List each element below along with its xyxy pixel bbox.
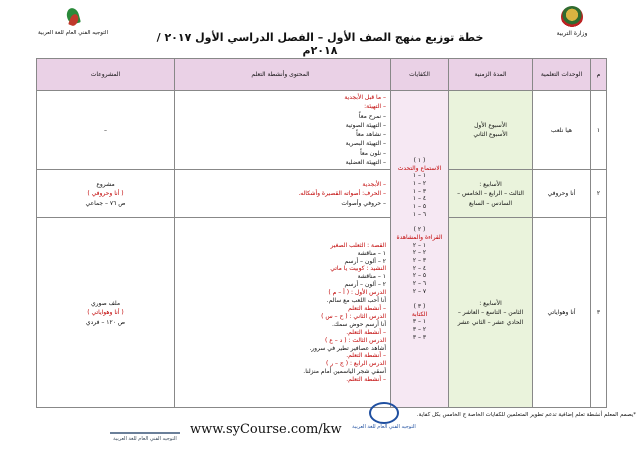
text-line: مشروع [96, 180, 115, 188]
row-time [449, 91, 533, 170]
header-content: المحتوى وأنشطة التعلم [175, 59, 391, 91]
text-line: ٣ – ٣ [412, 333, 427, 341]
text-line: ٢ – ٣ [412, 325, 427, 333]
table-row [37, 218, 607, 408]
text-line: – التهيئة: [364, 103, 386, 111]
time-line: الأسابيع : [479, 180, 502, 188]
text-line: ٢ – ألون – أرسم [344, 281, 386, 289]
row-content [175, 170, 391, 218]
text-line: أسقي شجر الياسمين أمام منزلنا. [303, 368, 386, 376]
row-time [449, 218, 533, 408]
text-line [391, 295, 448, 303]
supervision-leaf-icon [64, 8, 82, 28]
supervision-seal [352, 402, 416, 430]
text-line: ( ٢ ) [413, 226, 426, 234]
text-line: – أنشطة التعلم. [346, 328, 386, 336]
text-line: ١ – ٣ [412, 318, 427, 326]
text-line: ٣ – ١ [412, 187, 427, 195]
text-line: – التهيئة العضلية [345, 159, 386, 167]
kuwait-emblem-icon [561, 6, 583, 28]
text-line: – ما قبل الأبجدية [344, 94, 386, 101]
text-line: ٢ – ٢ [412, 249, 427, 257]
ministry-name: وزارة التربية [556, 30, 588, 37]
row-content [175, 218, 391, 408]
text-line: ٧ – ٢ [412, 287, 427, 295]
supervision-name: التوجيه الفني العام للغة العربية [37, 30, 108, 36]
text-line: ( أنا وحروفي ) [87, 190, 124, 198]
text-line: ١ – ١ [412, 172, 427, 180]
text-line: ٦ – ٢ [412, 279, 427, 287]
text-line: ٥ – ٢ [412, 272, 427, 280]
text-line: الدرس الثاني : ( ح – س ) [321, 312, 386, 320]
text-line: ٣ – ٢ [412, 256, 427, 264]
time-line: الثالث – الرابع – الخامس – [457, 190, 524, 198]
text-line: الدرس الثالث : ( د – ع ) [324, 336, 386, 344]
time-line: السادس – السابع [468, 199, 513, 207]
text-line: ١ – مناقشة [357, 273, 386, 281]
time-line: الأسبوع الأول [474, 121, 507, 129]
time-line: الثامن – التاسع – العاشر – [457, 309, 524, 317]
supervision-logo [28, 8, 118, 36]
text-line: الدرس الرابع : ( ج – ر ) [325, 360, 386, 368]
text-line: ص ١٢٠ – فردي [85, 318, 126, 326]
text-line: الاستماع والتحدث [397, 164, 442, 172]
text-line: أنا أحب اللعب مع سالم. [326, 297, 386, 305]
text-line: ٤ – ٢ [412, 264, 427, 272]
text-line: النشيد : كوبيت يا ماتي [330, 265, 386, 273]
signature-stroke-icon [110, 432, 180, 434]
row-content [175, 91, 391, 170]
header-unit: الوحدات التعلمية [533, 59, 591, 91]
text-line: ( أنا وهواياتي ) [87, 309, 124, 317]
text-line: – أنشطة التعلم [348, 304, 386, 312]
text-line: – أنشطة التعلم. [346, 376, 386, 384]
header-projects: المشروعات [37, 59, 175, 91]
text-line: – التهيئة الصوتية [345, 121, 386, 129]
table-row [37, 170, 607, 218]
table-header-row [37, 59, 607, 91]
footer-note: *يصمم المعلم أنشطة تعلم إضافية تدعم تطوير المتعلمين للكفايات الخاصة ج الخامس بكل كفاية. [416, 412, 636, 418]
text-line: ٤ – ١ [412, 195, 427, 203]
text-line: ١ – ٢ [412, 241, 427, 249]
text-line: القراءة والمشاهدة [396, 233, 443, 241]
text-line: ٢ – ١ [412, 180, 427, 188]
text-line: – نمرح معاً [358, 112, 386, 120]
row-projects [37, 218, 175, 408]
text-line: – الأبجدية [362, 180, 386, 188]
text-line: ١ – مناقشة [357, 249, 386, 257]
header-time: المدة الزمنية [449, 59, 533, 91]
row-time [449, 170, 533, 218]
text-line: ملف صوري [90, 299, 121, 307]
text-line: ٢ – ألون – أرسم [344, 257, 386, 265]
signature-block [110, 432, 180, 442]
text-line: – التهيئة البصرية [345, 140, 386, 148]
text-line: – حروفي وأصوات [341, 199, 386, 207]
curriculum-table [36, 58, 607, 408]
time-line: الحادي عشر – الثاني عشر [457, 318, 524, 326]
time-line: الأسبوع الثاني [473, 131, 508, 139]
row-unit: أنا وحروفي [533, 170, 591, 218]
ministry-logo [542, 6, 602, 37]
row-projects: – [37, 91, 175, 170]
time-line: الأسابيع : [479, 299, 502, 307]
row-number: ٢ [591, 170, 607, 218]
text-line: ص ٧٦ – جماعي [85, 199, 126, 207]
text-line: الكتابة [411, 310, 428, 318]
text-line: – نلون معاً [360, 149, 386, 157]
row-number: ١ [591, 91, 607, 170]
text-line: القصة : الثعلب الصغير [330, 241, 386, 249]
text-line: الدرس الأول : ( أ – م ) [328, 289, 386, 297]
text-line: – نشاهد معاً [356, 131, 386, 139]
text-line: – الحرف: أصواته القصيرة وأشكاله. [298, 190, 386, 198]
row-unit: هيا نلعب [533, 91, 591, 170]
row-number: ٣ [591, 218, 607, 408]
text-line [391, 219, 448, 227]
header-number: م [591, 59, 607, 91]
page-header [0, 0, 640, 58]
website-link[interactable]: www.syCourse.com/kw [190, 422, 342, 437]
competencies-cell [391, 91, 449, 408]
page-title: خطة توزيع منهج الصف الأول – الفصل الدراسي الأول ٢٠١٧ / ٢٠١٨م [156, 31, 484, 57]
text-line: ٦ – ١ [412, 210, 427, 218]
table-row [37, 91, 607, 170]
signature-caption: التوجيه الفني العام للغة العربية [113, 436, 177, 442]
text-line: ( ١ ) [413, 157, 426, 165]
text-line: أشاهد عصافير تطير في سرور. [309, 344, 386, 352]
seal-ring-icon [369, 402, 399, 424]
row-projects [37, 170, 175, 218]
seal-caption: التوجيه الفني العام للغة العربية [352, 424, 416, 430]
header-competencies: الكفايات [391, 59, 449, 91]
text-line: ٥ – ١ [412, 203, 427, 211]
text-line: أنا أرسم حوض سمك. [332, 320, 386, 328]
text-line: ( ٣ ) [413, 302, 426, 310]
text-line: – أنشطة التعلم. [346, 352, 386, 360]
row-unit: أنا وهواياتي [533, 218, 591, 408]
